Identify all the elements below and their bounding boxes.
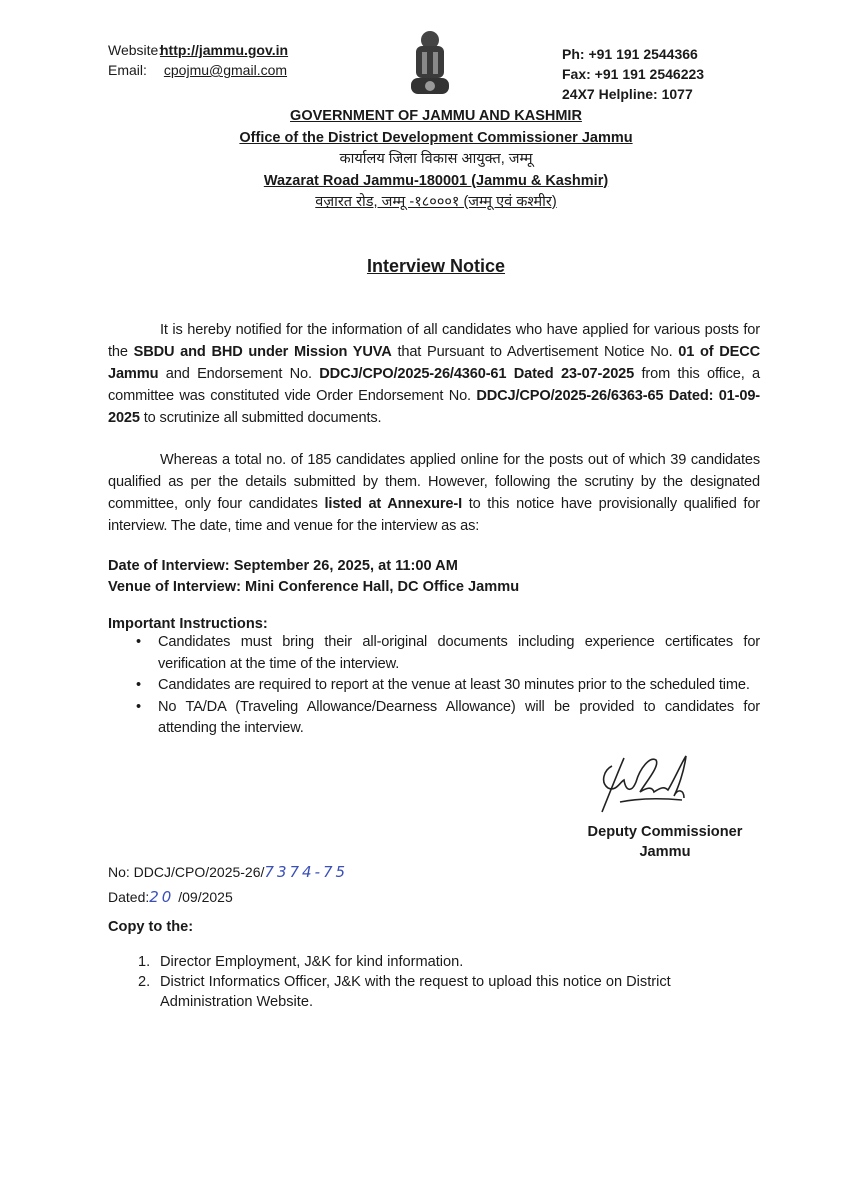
- reference-number-handwritten: 7374-75: [264, 863, 349, 881]
- copy-list: [108, 952, 748, 1012]
- dated-label: Dated:: [108, 889, 150, 905]
- instructions-list: [108, 632, 760, 740]
- list-item: • Candidates are required to report at the venue at least 30 minutes prior to the scheduled time.: [108, 675, 760, 697]
- bold-text: DDCJ/CPO/2025-26/4360-61 Dated 23-07-2025: [319, 366, 635, 382]
- reference-block: [108, 860, 348, 910]
- bold-text: listed at Annexure-I: [324, 496, 463, 512]
- website-label: Website:: [108, 42, 163, 58]
- website-link[interactable]: http://jammu.gov.in: [160, 42, 289, 58]
- instructions-heading: Important Instructions:: [108, 616, 268, 632]
- copy-heading: Copy to the:: [108, 919, 194, 935]
- bold-text: 01 of DECC Jammu: [108, 344, 761, 382]
- reference-number-prefix: No: DDCJ/CPO/2025-26/: [108, 864, 265, 880]
- text: to scrutinize all submitted documents.: [139, 410, 382, 426]
- list-text: Director Employment, J&K for kind information.: [160, 954, 464, 970]
- interview-venue: Venue of Interview: Mini Conference Hall, DC Office Jammu: [108, 579, 520, 595]
- fax: Fax: +91 191 2546223: [562, 66, 705, 82]
- dated-rest: /09/2025: [174, 889, 233, 905]
- list-item: • No TA/DA (Traveling Allowance/Dearness Allowance) will be provided to candidates for attending the interview.: [108, 697, 760, 740]
- emblem-icon: [402, 28, 458, 98]
- list-item: • Candidates must bring their all-original documents including experience certificates for verification at the time of the interview.: [108, 632, 760, 675]
- contact-right: [562, 44, 704, 104]
- office-address: Wazarat Road Jammu-180001 (Jammu & Kashmir): [263, 172, 609, 189]
- government-name: GOVERNMENT OF JAMMU AND KASHMIR: [290, 108, 582, 124]
- text: to this notice have provisionally qualified for interview. The date, time and venue for the interview as as:: [108, 496, 760, 534]
- page-title: Interview Notice: [366, 256, 506, 276]
- list-number: 2.: [138, 974, 151, 990]
- list-number: 1.: [138, 954, 151, 970]
- phone: Ph: +91 191 2544366: [562, 46, 698, 62]
- signatory: [585, 822, 745, 862]
- dated-day-handwritten: 20: [149, 888, 175, 906]
- list-text: District Informatics Officer, J&K with the request to upload this notice on District Administration Website.: [160, 974, 671, 1010]
- bold-text: DDCJ/CPO/2025-26/6363-65 Dated: 01-09-2025: [108, 388, 760, 426]
- helpline: 24X7 Helpline: 1077: [562, 86, 693, 102]
- text: and Endorsement No.: [158, 366, 320, 382]
- signatory-place: Jammu: [639, 844, 691, 860]
- bold-text: SBDU and BHD under Mission YUVA: [133, 344, 392, 360]
- list-item: [108, 972, 748, 1012]
- text: that Pursuant to Advertisement Notice No.: [391, 344, 679, 360]
- paragraph-2: [108, 449, 760, 537]
- text: Whereas a total no. of 185 candidates applied online for the posts out of which 39 candidates qualified as per the details submitted by them. However, following the scrutiny by the designated committee, only four candidates: [108, 452, 760, 512]
- text: It is hereby notified for the information of all candidates who have applied for various posts for the: [108, 322, 760, 360]
- office-address-hindi: वज़ारत रोड, जम्मू -१८०००१ (जम्मू एवं कश्मीर): [315, 194, 557, 210]
- office-name: Office of the District Development Commissioner Jammu: [239, 129, 633, 146]
- office-name-hindi: कार्यालय जिला विकास आयुक्त, जम्मू: [339, 151, 533, 167]
- email-label: Email:: [108, 62, 147, 78]
- interview-details: [108, 556, 519, 598]
- letterhead: [0, 106, 849, 214]
- contact-left: [108, 40, 288, 80]
- paragraph-1: [108, 319, 760, 429]
- signature: [590, 752, 690, 820]
- interview-date: Date of Interview: September 26, 2025, at 11:00 AM: [108, 558, 458, 574]
- text: from this office, a committee was constituted vide Order Endorsement No.: [108, 366, 760, 404]
- list-item: [108, 952, 748, 972]
- email-link[interactable]: cpojmu@gmail.com: [163, 62, 288, 78]
- signatory-designation: Deputy Commissioner: [587, 824, 743, 840]
